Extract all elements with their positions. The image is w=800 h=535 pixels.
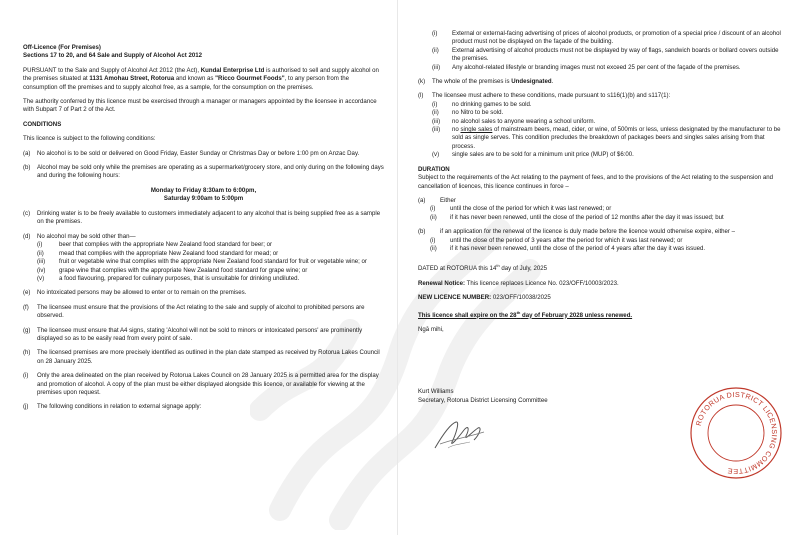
condition-l-item: (ii) no Nitro to be sold. — [432, 109, 504, 117]
page-divider — [397, 0, 398, 535]
svg-text:ROTORUA DISTRICT LICENSING COM — [694, 390, 779, 476]
official-stamp — [688, 385, 784, 481]
signage-condition-item: (iii) Any alcohol-related lifestyle or branding images must not exceed 25 per cent of the façade of the premises. — [432, 63, 741, 71]
signage-condition-item: (i) External or external-facing advertising of prices of alcohol products, or promotion of a special price / discount of an alcohol product must not be displayed on the façade of the building. — [432, 30, 781, 46]
premises-address: 1131 Amohau Street, Rotorua — [89, 75, 175, 83]
duration-a-item: (ii) if it has never been renewed, until the close of the period of 12 months after the day it was issued; but — [430, 213, 724, 221]
signature-image — [430, 418, 490, 454]
duration-text: Subject to the requirements of the Act relating to the payment of fees, and to the provisions of the Act relating to the suspension and cancellation of licences, this licence continues in force – — [418, 174, 774, 190]
condition-d-item: (iii) fruit or vegetable wine that complies with the appropriate New Zealand food standard for fruit or vegetable wine; or — [37, 258, 367, 266]
duration-a: (a) Either — [418, 196, 456, 204]
condition-e: (e) No intoxicated persons may be allowed to enter or to remain on the premises. — [23, 289, 247, 297]
duration-a-item: (i) until the close of the period for which it was last renewed; or — [430, 205, 612, 213]
duration-b-item: (i) until the close of the period of 3 years after the period for which it was last renewed; or — [430, 236, 683, 244]
conditions-heading: CONDITIONS — [23, 120, 62, 128]
condition-g: (g) The licensee must ensure that A4 signs, stating 'Alcohol will not be sold to minors or intoxicated persons' are prominently displayed so as to be easily read from every point of sale. — [23, 326, 363, 342]
condition-d-item: (ii) mead that complies with the appropriate New Zealand food standard for mead; or — [37, 249, 279, 257]
designation-value: Undesignated — [511, 78, 552, 86]
condition-h: (h) The licensed premises are more precisely identified as outlined in the plan date stamped as received by Rotorua Lakes Council on 28 January 2025. — [23, 349, 380, 365]
greeting: Ngā mihi, — [418, 326, 444, 334]
duration-heading: DURATION — [418, 165, 450, 173]
condition-d: (d) No alcohol may be sold other than— — [23, 232, 136, 240]
signage-condition-item: (ii) External advertising of alcohol products must not be displayed by way of flags, sandwich boards or bollard covers outside the premises. — [432, 46, 779, 63]
document-heading: Off-Licence (For Premises) — [23, 44, 101, 51]
left-page — [0, 0, 396, 535]
renewal-notice: Renewal Notice: This licence replaces Licence No. 023/OFF/10003/2023. — [418, 279, 619, 287]
condition-l: (l) The licensee must adhere to these conditions, made pursuant to s116(1)(b) and s117(1): — [418, 92, 671, 100]
authority-paragraph: The authority conferred by this licence must be exercised through a manager or managers appointed by the licensee in accordance with Subpart 7 of Part 2 of the Act. — [23, 98, 377, 114]
intro-paragraph: PURSUANT to the Sale and Supply of Alcohol Act 2012 (the Act), Kundal Enterprise Ltd is authorised to sell and supply alcohol on the premises situated at 1131 Amohau Street, Rotorua and known as "Ricco Gourmet Foods", to any person from the consumption off the premises and to supply alcohol free, as a sample, for the consumption on the premises. — [23, 66, 379, 91]
conditions-intro: This licence is subject to the following conditions: — [23, 135, 156, 143]
condition-a: (a) No alcohol is to be sold or delivered on Good Friday, Easter Sunday or Christmas Day or before 1:00 pm on Anzac Day. — [23, 149, 360, 157]
stamp-text: ROTORUA DISTRICT LICENSING COMMITTEE — [693, 389, 780, 477]
condition-l-item: (iii) no single sales of mainstream beers, mead, cider, or wine, of 500mls or less, unless designated by the manufacturer to be sold as single serves. This condition precludes the breakdown of packages beers and singles sales arising from that process. — [432, 126, 781, 150]
condition-d-item: (i) beer that complies with the appropriate New Zealand food standard for beer; or — [37, 241, 273, 249]
condition-j: (j) The following conditions in relation to external signage apply: — [23, 403, 202, 411]
condition-l-item: (iii) no alcohol sales to anyone wearing a school uniform. — [432, 117, 596, 125]
signatory-name: Kurt Williams — [418, 388, 454, 396]
duration-b: (b) if an application for the renewal of the licence is duly made before the licence would otherwise expire, either – — [418, 228, 736, 236]
licensee-name: Kundal Enterprise Ltd — [200, 66, 265, 74]
condition-l-item: (i) no drinking games to be sold. — [432, 100, 532, 108]
new-licence-number: NEW LICENCE NUMBER: 023/OFF/10038/2025 — [418, 294, 551, 302]
condition-i: (i) Only the area delineated on the plan received by Rotorua Lakes Council on 28 January 2025 is a permitted area for the display and promotion of alcohol. A copy of the plan must be either displayed alongside this licence, or available for viewing at the premises upon request. — [23, 372, 379, 396]
trading-hours-weekday: Monday to Friday 8:30am to 6:00pm, — [150, 186, 257, 194]
dated-line: DATED at ROTORUA this 14th day of July, 2025 — [418, 263, 547, 273]
trading-hours-saturday: Saturday 9:00am to 5:00pm — [163, 195, 244, 203]
duration-b-item: (ii) if it has never been renewed, until the close of the period of 4 years after the day it was issued. — [430, 244, 706, 252]
expiry-notice: This licence shall expire on the 28th day of February 2028 unless renewed. — [418, 309, 633, 319]
document-subheading: Sections 17 to 20, and 64 Sale and Supply of Alcohol Act 2012 — [23, 52, 203, 60]
condition-l-item: (v) single sales are to be sold for a minimum unit price (MUP) of $6:00. — [432, 151, 634, 159]
condition-d-item: (v) a food flavouring, prepared for culinary purposes, that is unsuitable for drinking undiluted. — [37, 274, 300, 282]
condition-k: (k) The whole of the premises is Undesignated. — [418, 78, 554, 86]
condition-d-item: (iv) grape wine that complies with the appropriate New Zealand food standard for grape wine; or — [37, 266, 308, 274]
condition-c: (c) Drinking water is to be freely available to customers immediately adjacent to any alcohol that is being supplied free as a sample on the premises. — [23, 210, 381, 226]
condition-b: (b) Alcohol may be sold only while the premises are operating as a supermarket/grocery store, and only during on the following days and during the following hours: — [23, 164, 384, 180]
trading-name: "Ricco Gourmet Foods" — [215, 75, 285, 83]
condition-f: (f) The licensee must ensure that the provisions of the Act relating to the sale and supply of alcohol to prohibited persons are observed. — [23, 303, 365, 320]
signatory-title: Secretary, Rotorua District Licensing Committee — [418, 396, 548, 404]
